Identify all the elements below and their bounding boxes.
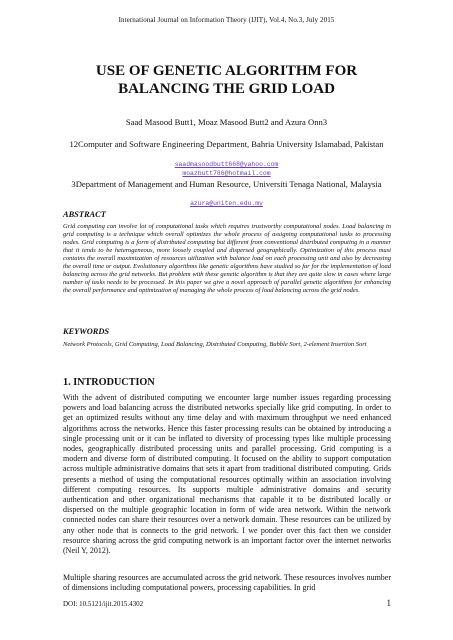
keywords-body: Network Protocols, Grid Computing, Load Balancing, Distributed Computing, Bubble Sort, 2-element Insertion Sort [63, 341, 367, 348]
abstract-heading: ABSTRACT [63, 210, 106, 219]
author-list: Saad Masood Butt1, Moaz Masood Butt2 and Azura Onn3 [125, 117, 328, 127]
paper-title [40, 62, 413, 98]
email-link-2[interactable]: moazbutt786@hotmail.com [182, 170, 271, 177]
title-line-1: USE OF GENETIC ALGORITHM FOR [95, 63, 358, 79]
title-line-2: BALANCING THE GRID LOAD [118, 81, 335, 97]
keywords-heading: KEYWORDS [63, 327, 110, 336]
running-header: International Journal on Information Theory (IJIT), Vol.4, No.3, July 2015 [118, 16, 335, 24]
introduction-paragraph-1: With the advent of distributed computing we encounter large number issues regarding processing powers and load balancing across the distributed networks specially like grid computing. In order to get an optimized results without any time delay and with maximum throughput we need enhanced algorithms across the networks. Hence this faster processing results can be obtained by introducing a single processing unit or it can be inflated to diversity of processing types like multiple processing nodes, geographically distributed processing units and parallel processing. Grid computing is a modern and diverse form of distributed computing. It focused on the ability to support computation across multiple administrative domains that sets it apart from traditional distributed computing. Grids presents a method of using the computational resources optimally within an association involving different computing resources. Its supports multiple administrative domains and security authentication and other organizational mechanisms that capable it to be distributed locally or dispersed on the multiple geographic location in form of wide area network. Within the network connected nodes can share their resources over a network domain. These resources can be utilized by any other node that is connects to the grid network. I we ponder over this fact then we consider resource sharing across the grid computing network is an important factor over the internet networks (Neil Y, 2012). [63, 393, 391, 556]
page-number: 1 [386, 598, 391, 608]
affiliation-1-2: 12Computer and Software Engineering Department, Bahria University Islamabad, Pakistan [69, 139, 384, 149]
email-link-1[interactable]: saadmasoodbutt668@yahoo.com [174, 161, 279, 168]
introduction-heading: 1. INTRODUCTION [63, 377, 155, 388]
introduction-paragraph-2: Multiple sharing resources are accumulated across the grid network. These resources involves number of dimensions including computational powers, processing capabilities. In grid [63, 573, 391, 593]
abstract-body: Grid computing can involve lot of computational tasks which requires trustworthy computational nodes. Load balancing in grid computing is a technique which overall optimizes the whole process of assigning computational tasks to processing nodes. Grid computing is a form of distributed computing but different from conventional distributed computing in a manner that it tends to be heterogeneous, more loosely coupled and dispersed geographically. Optimization of this process must contains the overall maximization of resources utilization with balance load on each processing unit and also by decreasing the overall time or output. Evolutionary algorithms like genetic algorithms have studied so far for the implementation of load balancing across the grid networks. But problem with these genetic algorithm is that they are quite slow in cases where large number of tasks needs to be processed. In this paper we give a novel approach of parallel genetic algorithms for enhancing the overall performance and optimization of managing the whole process of load balancing across the grid nodes. [63, 223, 391, 294]
doi-footer: DOI: 10.5121/ijit.2015.4302 [63, 600, 144, 608]
affiliation-3: 3Department of Management and Human Resource, Universiti Tenaga National, Malaysia [71, 179, 382, 189]
email-link-3[interactable]: azura@uniten.edu.my [190, 200, 263, 207]
